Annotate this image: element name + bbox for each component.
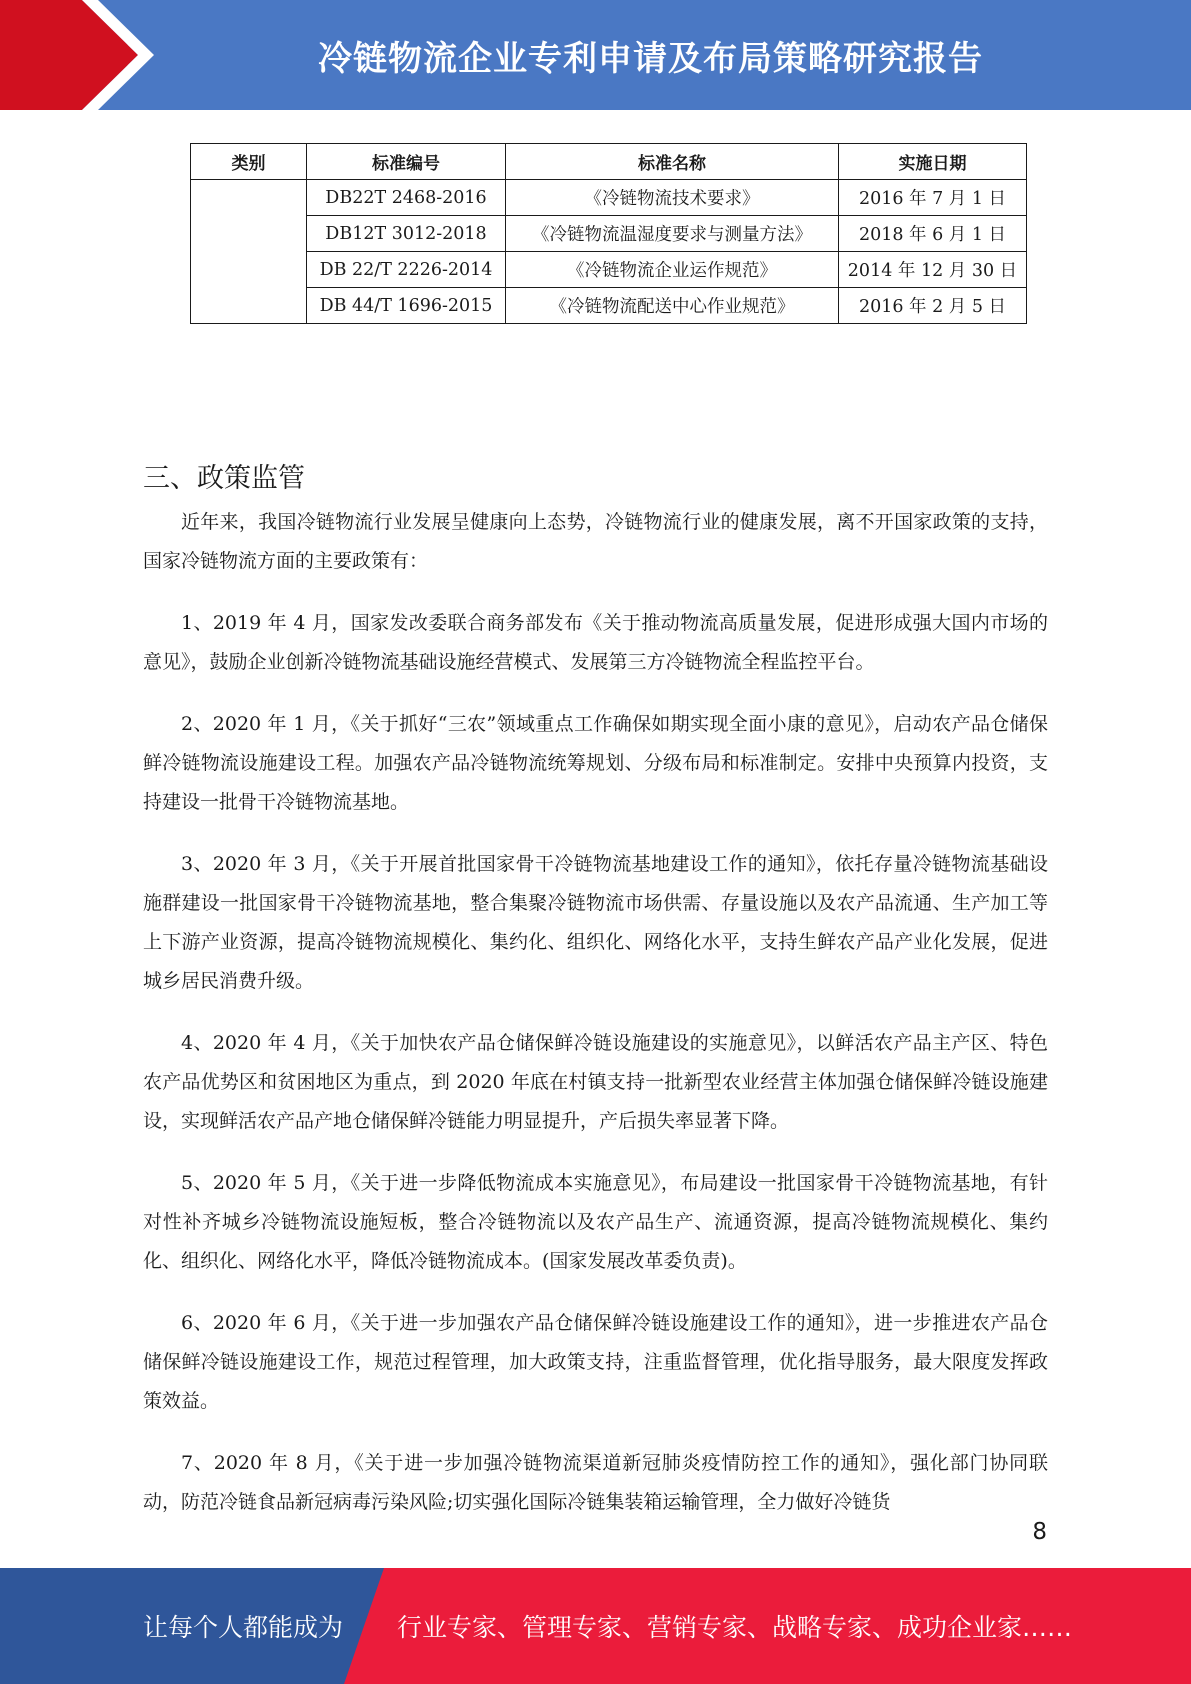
- page-number: 8: [1032, 1519, 1047, 1545]
- standard-code: DB12T 3012-2018: [307, 216, 506, 252]
- standard-name: 《冷链物流企业运作规范》: [506, 252, 839, 288]
- standard-name: 《冷链物流温湿度要求与测量方法》: [506, 216, 839, 252]
- standard-code: DB22T 2468-2016: [307, 180, 506, 216]
- standard-date: 2018 年 6 月 1 日: [839, 216, 1027, 252]
- table-row: [191, 180, 1027, 216]
- standard-date: 2014 年 12 月 30 日: [839, 252, 1027, 288]
- standard-name: 《冷链物流配送中心作业规范》: [506, 288, 839, 324]
- policy-paragraph: 7、2020 年 8 月，《关于进一步加强冷链物流渠道新冠肺炎疫情防控工作的通知》，强化部门协同联动，防范冷链食品新冠病毒污染风险;切实强化国际冷链集装箱运输管理，全力做好冷链货: [143, 1452, 1048, 1513]
- standard-code: DB 44/T 1696-2015: [307, 288, 506, 324]
- table-row: [191, 288, 1027, 324]
- footer-slogan-right: 行业专家、管理专家、营销专家、战略专家、成功企业家……: [397, 1613, 1073, 1642]
- standard-date: 2016 年 7 月 1 日: [839, 180, 1027, 216]
- column-header-name: 标准名称: [506, 144, 839, 180]
- standard-name: 《冷链物流技术要求》: [506, 180, 839, 216]
- footer-slogan-left: 让每个人都能成为: [143, 1613, 344, 1642]
- page-header: [0, 0, 1191, 110]
- report-title: 冷链物流企业专利申请及布局策略研究报告: [318, 38, 983, 79]
- header-arrow-decoration: [0, 0, 160, 110]
- policy-paragraph: 5、2020 年 5 月，《关于进一步降低物流成本实施意见》，布局建设一批国家骨干冷链物流基地，有针对性补齐城乡冷链物流设施短板，整合冷链物流以及农产品生产、流通资源，提高冷链物流规模化、集约化、组织化、网络化水平，降低冷链物流成本。(国家发展改革委负责)。: [143, 1172, 1048, 1272]
- section-body: [143, 503, 1048, 1545]
- column-header-category: 类别: [191, 144, 307, 180]
- standard-date: 2016 年 2 月 5 日: [839, 288, 1027, 324]
- policy-paragraph: 6、2020 年 6 月，《关于进一步加强农产品仓储保鲜冷链设施建设工作的通知》，进一步推进农产品仓储保鲜冷链设施建设工作，规范过程管理，加大政策支持，注重监督管理，优化指导服务，最大限度发挥政策效益。: [143, 1312, 1048, 1412]
- table-row: [191, 216, 1027, 252]
- category-cell: [191, 180, 307, 324]
- intro-paragraph: 近年来，我国冷链物流行业发展呈健康向上态势，冷链物流行业的健康发展，离不开国家政策的支持，国家冷链物流方面的主要政策有：: [143, 511, 1048, 572]
- policy-paragraph: 2、2020 年 1 月，《关于抓好“三农”领域重点工作确保如期实现全面小康的意见》，启动农产品仓储保鲜冷链物流设施建设工程。加强农产品冷链物流统筹规划、分级布局和标准制定。安排中央预算内投资，支持建设一批骨干冷链物流基地。: [143, 713, 1048, 813]
- column-header-code: 标准编号: [307, 144, 506, 180]
- policy-paragraph: 1、2019 年 4 月，国家发改委联合商务部发布《关于推动物流高质量发展，促进形成强大国内市场的意见》，鼓励企业创新冷链物流基础设施经营模式、发展第三方冷链物流全程监控平台。: [143, 612, 1048, 673]
- standards-table: [190, 143, 1027, 324]
- standard-code: DB 22/T 2226-2014: [307, 252, 506, 288]
- policy-paragraph: 3、2020 年 3 月，《关于开展首批国家骨干冷链物流基地建设工作的通知》，依托存量冷链物流基础设施群建设一批国家骨干冷链物流基地，整合集聚冷链物流市场供需、存量设施以及农产品流通、生产加工等上下游产业资源，提高冷链物流规模化、集约化、组织化、网络化水平，支持生鲜农产品产业化发展，促进城乡居民消费升级。: [143, 853, 1048, 992]
- section-heading: 三、政策监管: [143, 463, 305, 495]
- column-header-date: 实施日期: [839, 144, 1027, 180]
- policy-paragraph: 4、2020 年 4 月，《关于加快农产品仓储保鲜冷链设施建设的实施意见》，以鲜活农产品主产区、特色农产品优势区和贫困地区为重点，到 2020 年底在村镇支持一批新型农业经营主体加强仓储保鲜冷链设施建设，实现鲜活农产品产地仓储保鲜冷链能力明显提升，产后损失率显著下降。: [143, 1032, 1048, 1132]
- page-footer: [0, 1568, 1191, 1684]
- table-header-row: [191, 144, 1027, 180]
- table-row: [191, 252, 1027, 288]
